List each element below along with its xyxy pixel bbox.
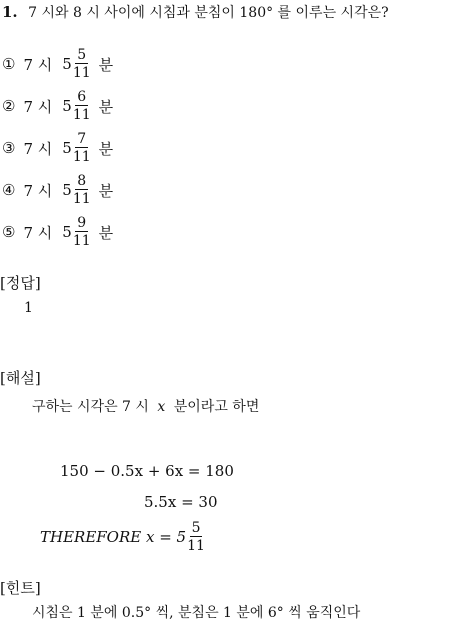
- question-line: [2, 2, 389, 22]
- option-mark: ②: [2, 97, 16, 115]
- option-whole: 5: [62, 139, 72, 157]
- option-whole: 5: [62, 223, 72, 241]
- option-hour: 7 시: [23, 181, 53, 200]
- explanation-label: [해설]: [0, 369, 41, 387]
- option-unit: 분: [98, 139, 114, 158]
- option-denominator: 11: [72, 107, 91, 123]
- question-number: 1.: [2, 3, 18, 21]
- equation-1: 150 − 0.5x + 6x = 180: [60, 462, 234, 480]
- answer-value: 1: [24, 300, 33, 316]
- option-denominator: 11: [72, 191, 91, 207]
- option-5[interactable]: [2, 216, 113, 248]
- option-fraction: [73, 132, 91, 164]
- option-numerator: 6: [77, 89, 87, 105]
- option-hour: 7 시: [23, 139, 53, 158]
- option-denominator: 11: [72, 233, 91, 249]
- explanation-intro-a: 구하는 시각은 7 시: [32, 399, 149, 415]
- option-unit: 분: [98, 55, 114, 74]
- option-unit: 분: [98, 97, 114, 116]
- option-denominator: 11: [72, 149, 91, 165]
- option-mark: ⑤: [2, 223, 16, 241]
- equation-3-denominator: 11: [187, 538, 205, 554]
- option-whole: 5: [62, 97, 72, 115]
- equation-3-prefix: THEREFORE x = 5: [40, 528, 187, 546]
- hint-text: 시침은 1 분에 0.5° 씩, 분침은 1 분에 6° 씩 움직인다: [32, 605, 361, 621]
- option-fraction: [73, 48, 91, 80]
- equation-3: [40, 521, 205, 553]
- option-1[interactable]: [2, 48, 113, 80]
- option-fraction: [73, 216, 91, 248]
- equation-3-fraction: [187, 521, 205, 553]
- equation-2: 5.5x = 30: [144, 493, 218, 511]
- option-fraction: [73, 90, 91, 122]
- option-denominator: 11: [72, 65, 91, 81]
- option-hour: 7 시: [23, 223, 53, 242]
- option-fraction: [73, 174, 91, 206]
- option-mark: ④: [2, 181, 16, 199]
- option-unit: 분: [98, 181, 114, 200]
- option-unit: 분: [98, 223, 114, 242]
- option-2[interactable]: [2, 90, 113, 122]
- option-hour: 7 시: [23, 55, 53, 74]
- option-4[interactable]: [2, 174, 113, 206]
- explanation-intro-var: x: [157, 399, 166, 415]
- equation-3-numerator: 5: [191, 520, 201, 536]
- option-numerator: 8: [77, 173, 87, 189]
- option-mark: ③: [2, 139, 16, 157]
- option-3[interactable]: [2, 132, 113, 164]
- hint-label: [힌트]: [0, 579, 41, 597]
- option-hour: 7 시: [23, 97, 53, 116]
- question-text: 7 시와 8 시 사이에 시침과 분침이 180° 를 이루는 시각은?: [28, 5, 389, 21]
- option-numerator: 9: [77, 215, 87, 231]
- option-numerator: 7: [77, 131, 87, 147]
- option-whole: 5: [62, 181, 72, 199]
- answer-label: [정답]: [0, 274, 41, 292]
- option-whole: 5: [62, 55, 72, 73]
- explanation-intro-b: 분이라고 하면: [173, 399, 260, 415]
- explanation-intro: [32, 396, 259, 416]
- option-mark: ①: [2, 55, 16, 73]
- option-numerator: 5: [77, 47, 87, 63]
